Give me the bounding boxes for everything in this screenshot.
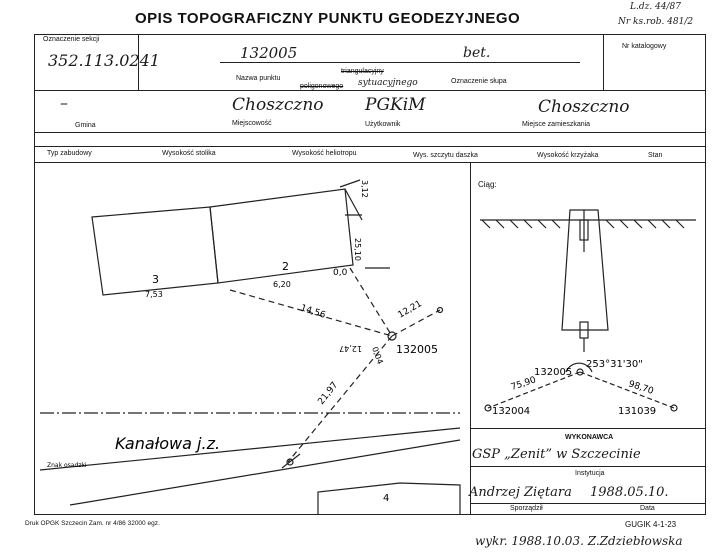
col-roof-height: Wys. szczytu daszka bbox=[413, 152, 478, 159]
printer-info: Druk OPGK Szczecin Zam. nr 4/86 32000 egz. bbox=[25, 520, 160, 527]
col-table-height: Wysokość stolika bbox=[162, 150, 216, 157]
zamieszkanie-value: Choszczno bbox=[538, 97, 630, 117]
data-label: Data bbox=[640, 505, 655, 512]
zero-label: 0,0 bbox=[333, 268, 348, 278]
point-label: 132005 bbox=[396, 343, 438, 356]
dist-0-04: 0,04 bbox=[370, 345, 385, 366]
col-heliotrope-height: Wysokość heliotropu bbox=[292, 150, 357, 157]
type-value: sytuacyjnego bbox=[358, 78, 418, 88]
sporzadzil-label: Sporządził bbox=[510, 505, 543, 512]
pillar-label: Oznaczenie słupa bbox=[451, 78, 507, 85]
znak-label: Znak osadzki bbox=[47, 462, 87, 469]
ref-number: L.dz. 44/87 bbox=[630, 2, 681, 12]
dist-21-97: 21,97 bbox=[316, 380, 341, 407]
angle-value: 253°31'30" bbox=[586, 359, 643, 370]
left-point: 132004 bbox=[492, 406, 531, 417]
gmina-value: – bbox=[60, 93, 68, 112]
ciag-label: Ciąg: bbox=[478, 180, 497, 189]
dim-vertical: 25,10 bbox=[353, 238, 362, 261]
col-state: Stan bbox=[648, 152, 663, 159]
building-2-label: 2 bbox=[282, 260, 289, 273]
pillar-detail bbox=[470, 162, 706, 428]
section-value: 352.113.0241 bbox=[48, 51, 160, 70]
miejscowosc-label: Miejscowość bbox=[232, 120, 272, 127]
uzytkownik-value: PGKiM bbox=[365, 95, 426, 115]
col-building-type: Typ zabudowy bbox=[47, 150, 92, 157]
building-2-dim: 6,20 bbox=[273, 280, 291, 289]
pillar-value: bet. bbox=[463, 45, 491, 61]
execution-note: wykr. 1988.10.03. Z.Zdziebłowska bbox=[475, 534, 683, 548]
left-distance: 75,90 bbox=[509, 375, 538, 393]
right-point: 131039 bbox=[618, 406, 657, 417]
miejscowosc-value: Choszczno bbox=[232, 95, 324, 115]
gmina-label: Gmina bbox=[75, 122, 96, 129]
right-distance: 98,70 bbox=[627, 379, 655, 397]
form-code: GUGIK 4-1-23 bbox=[625, 520, 677, 529]
wykonawca-label: WYKONAWCA bbox=[565, 434, 614, 441]
author-date: 1988.05.10. bbox=[590, 485, 669, 500]
col-cross-height: Wysokość krzyżaka bbox=[537, 152, 599, 159]
point-number: 132005 bbox=[240, 44, 298, 62]
street-name: Kanałowa j.z. bbox=[115, 434, 221, 453]
zamieszkanie-label: Miejsce zamieszkania bbox=[522, 121, 591, 128]
dist-12-21: 12,21 bbox=[396, 299, 424, 321]
dist-12-47: 12,47 bbox=[339, 344, 362, 353]
workbook-number: Nr ks.rob. 481/2 bbox=[618, 17, 694, 27]
dist-14-56: 14,56 bbox=[299, 303, 327, 321]
building-4-label: 4 bbox=[383, 493, 390, 504]
point-name-label: Nazwa punktu bbox=[236, 75, 281, 82]
author-name: Andrzej Ziętara bbox=[469, 485, 572, 500]
center-point: 132005 bbox=[534, 367, 573, 378]
type-struck: triangulacyjny bbox=[341, 68, 384, 75]
dim-corner: 3,12 bbox=[360, 180, 369, 198]
catalog-label: Nr katalogowy bbox=[622, 43, 667, 50]
instytucja-label: Instytucja bbox=[575, 470, 605, 477]
building-3-dim: 7,53 bbox=[145, 290, 163, 299]
page-title: OPIS TOPOGRAFICZNY PUNKTU GEODEZYJNEGO bbox=[135, 10, 521, 27]
uzytkownik-label: Użytkownik bbox=[365, 121, 401, 128]
type-struck-2: poligonowego bbox=[300, 83, 344, 90]
section-label: Oznaczenie sekcji bbox=[43, 36, 100, 43]
company-name: GSP „Zenit” w Szczecinie bbox=[472, 447, 641, 462]
building-3-label: 3 bbox=[152, 273, 159, 286]
